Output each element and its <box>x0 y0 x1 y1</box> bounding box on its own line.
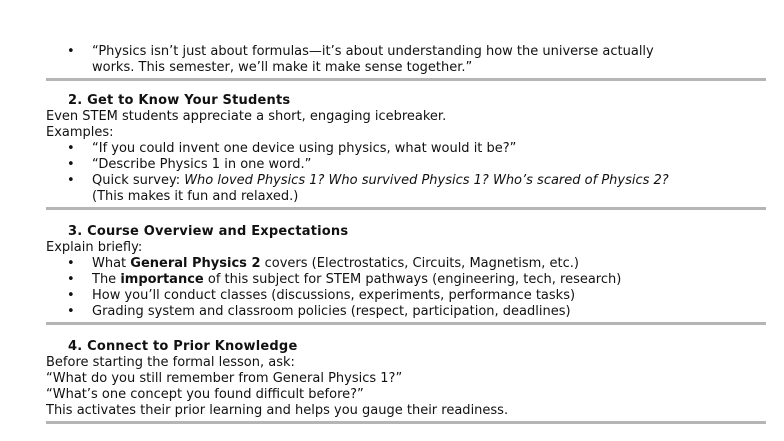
question: “What do you still remember from General Physics 1?” <box>46 371 403 386</box>
bullet-icon: • <box>67 256 75 271</box>
list-item <box>46 256 766 272</box>
bullet-icon: • <box>67 141 75 156</box>
paragraph: This activates their prior learning and helps you gauge their readiness. <box>46 403 509 418</box>
list-item-text: The <box>92 272 121 287</box>
list-item-text: “If you could invent one device using physics, what would it be?” <box>92 141 517 156</box>
document-page <box>46 44 766 424</box>
list-item-text: covers (Electrostatics, Circuits, Magnetism, etc.) <box>260 256 579 271</box>
list-item <box>46 304 766 320</box>
list-item-text: of this subject for STEM pathways (engineering, tech, research) <box>203 272 622 287</box>
list-item <box>46 288 766 304</box>
bullet-icon: • <box>67 288 75 303</box>
section-course-overview <box>46 224 766 320</box>
intro-quote-line1: “Physics isn’t just about formulas—it’s about understanding how the universe actually <box>92 44 654 59</box>
list-item-text: Grading system and classroom policies (respect, participation, deadlines) <box>92 304 571 319</box>
list-item-note: (This makes it fun and relaxed.) <box>92 189 299 204</box>
bullet-icon: • <box>67 157 75 172</box>
paragraph: Even STEM students appreciate a short, engaging icebreaker. <box>46 109 447 124</box>
list-item-text: How you’ll conduct classes (discussions, experiments, performance tasks) <box>92 288 576 303</box>
divider <box>46 421 766 424</box>
list-item <box>46 44 766 76</box>
list-item <box>46 272 766 288</box>
question: “What’s one concept you found difficult before?” <box>46 387 364 402</box>
section-heading: 4. Connect to Prior Knowledge <box>68 339 298 354</box>
list-item <box>46 157 766 173</box>
paragraph: Explain briefly: <box>46 240 143 255</box>
list-item-text: What <box>92 256 131 271</box>
bullet-icon: • <box>67 173 75 188</box>
paragraph: Examples: <box>46 125 114 140</box>
paragraph: Before starting the formal lesson, ask: <box>46 355 295 370</box>
survey-questions: Who loved Physics 1? Who survived Physics 1? Who’s scared of Physics 2? <box>184 173 669 188</box>
list-item <box>46 173 766 205</box>
bullet-icon: • <box>67 304 75 319</box>
list-item-text: “Describe Physics 1 in one word.” <box>92 157 312 172</box>
intro-quote-line2: works. This semester, we’ll make it make sense together.” <box>92 60 473 75</box>
emphasis-text: importance <box>120 272 204 287</box>
list-item-text: Quick survey: <box>92 173 185 188</box>
list-item <box>46 141 766 157</box>
intro-list <box>46 44 766 76</box>
section-heading: 3. Course Overview and Expectations <box>68 224 349 239</box>
bullet-icon: • <box>67 272 75 287</box>
overview-list <box>46 256 766 320</box>
examples-list <box>46 141 766 205</box>
section-get-to-know <box>46 93 766 205</box>
section-prior-knowledge <box>46 339 766 419</box>
course-name: General Physics 2 <box>130 256 261 271</box>
section-heading: 2. Get to Know Your Students <box>68 93 291 108</box>
bullet-icon: • <box>67 44 75 59</box>
